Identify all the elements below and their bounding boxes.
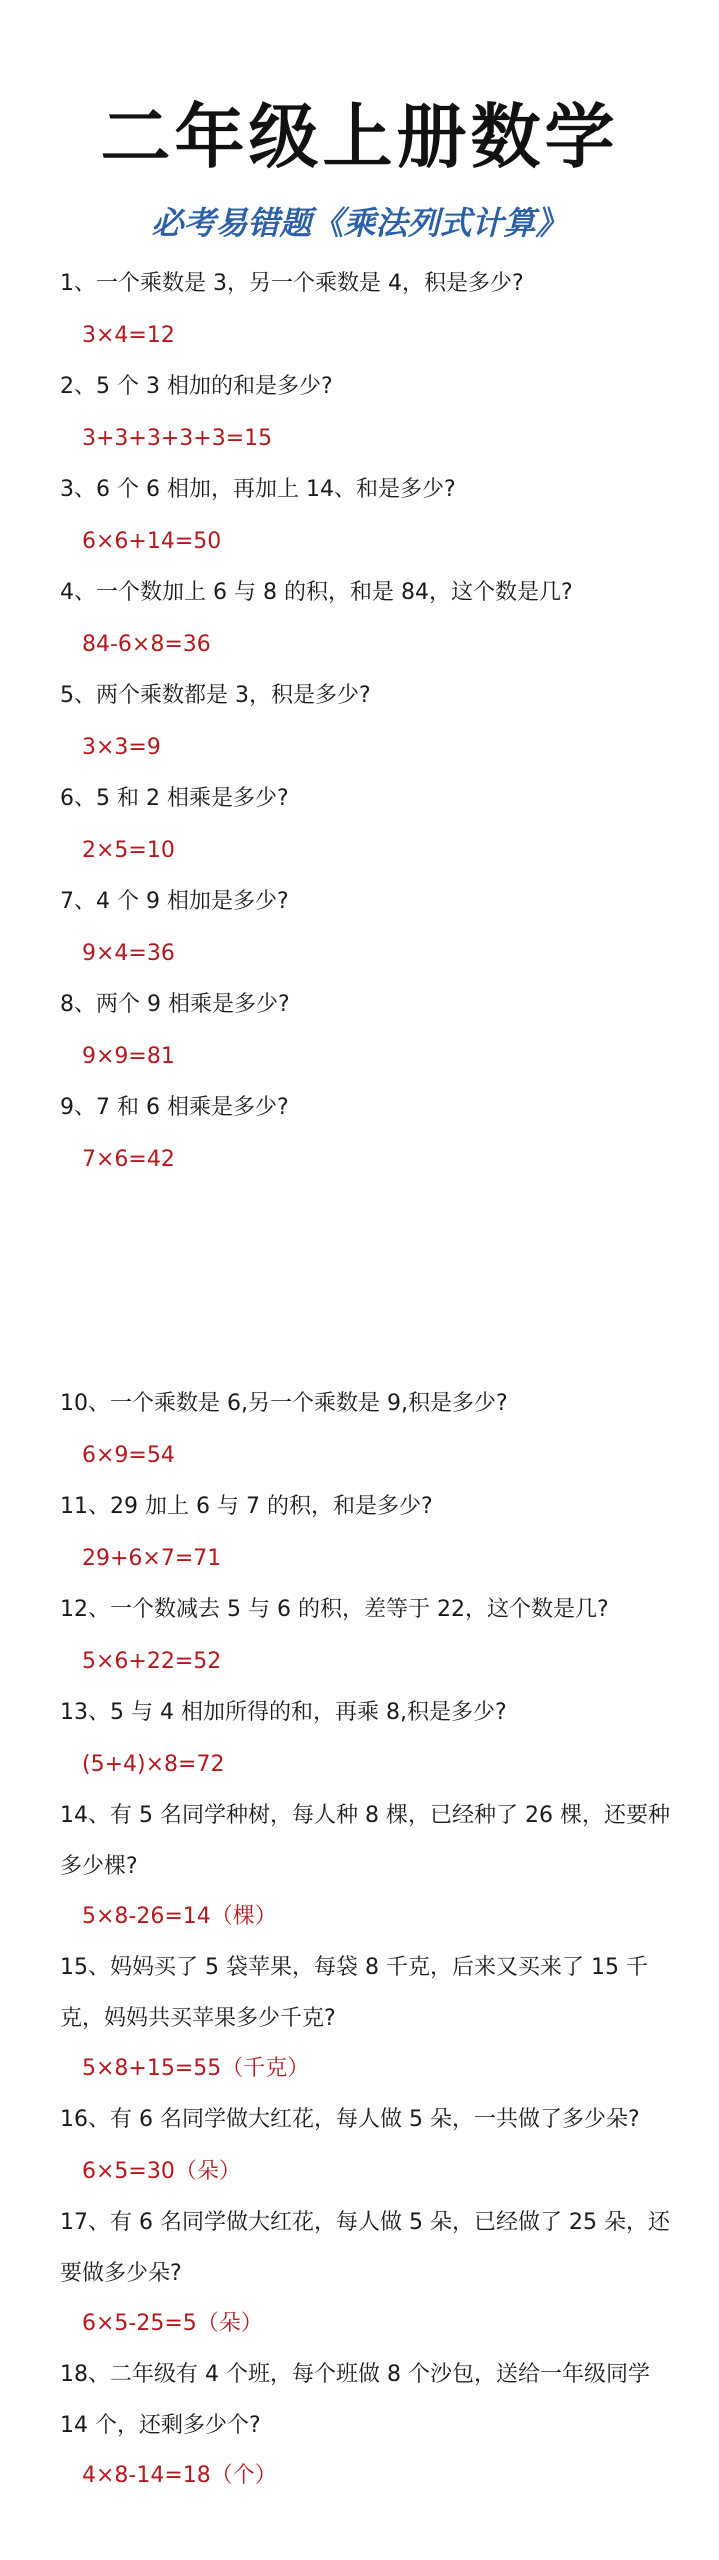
answer-6: 2×5=10	[82, 838, 175, 863]
question-1: 1、一个乘数是 3，另一个乘数是 4，积是多少?	[60, 271, 524, 296]
answer-4: 84-6×8=36	[82, 632, 211, 657]
answer-14: 5×8-26=14（棵）	[82, 1904, 277, 1929]
answer-10: 6×9=54	[82, 1443, 175, 1468]
question-17: 17、有 6 名同学做大红花，每人做 5 朵，已经做了 25 朵，还要做多少朵?	[60, 2210, 670, 2286]
question-12: 12、一个数减去 5 与 6 的积，差等于 22，这个数是几?	[60, 1597, 609, 1622]
question-3: 3、6 个 6 相加，再加上 14、和是多少?	[60, 477, 456, 502]
answer-2: 3+3+3+3+3=15	[82, 426, 273, 451]
question-15: 15、妈妈买了 5 袋苹果，每袋 8 千克，后来又买来了 15 千克，妈妈共买苹果多少千克?	[60, 1955, 648, 2031]
question-16: 16、有 6 名同学做大红花，每人做 5 朵，一共做了多少朵?	[60, 2107, 640, 2132]
question-8: 8、两个 9 相乘是多少?	[60, 992, 290, 1017]
question-2: 2、5 个 3 相加的和是多少?	[60, 374, 333, 399]
question-4: 4、一个数加上 6 与 8 的积，和是 84，这个数是几?	[60, 580, 573, 605]
question-13: 13、5 与 4 相加所得的和，再乘 8,积是多少?	[60, 1700, 507, 1725]
answer-8: 9×9=81	[82, 1044, 175, 1069]
question-11: 11、29 加上 6 与 7 的积，和是多少?	[60, 1494, 433, 1519]
answer-11: 29+6×7=71	[82, 1546, 222, 1571]
answer-18: 4×8-14=18（个）	[82, 2463, 277, 2488]
question-10: 10、一个乘数是 6,另一个乘数是 9,积是多少?	[60, 1391, 508, 1416]
answer-13: (5+4)×8=72	[82, 1752, 225, 1777]
answer-16: 6×5=30（朵）	[82, 2159, 241, 2184]
answer-3: 6×6+14=50	[82, 529, 222, 554]
question-7: 7、4 个 9 相加是多少?	[60, 889, 289, 914]
page-subtitle: 必考易错题《乘法列式计算》	[151, 204, 568, 242]
question-14: 14、有 5 名同学种树，每人种 8 棵，已经种了 26 棵，还要种多少棵?	[60, 1803, 670, 1879]
question-6: 6、5 和 2 相乘是多少?	[60, 786, 289, 811]
question-5: 5、两个乘数都是 3，积是多少?	[60, 683, 371, 708]
answer-5: 3×3=9	[82, 735, 161, 760]
answer-1: 3×4=12	[82, 323, 175, 348]
question-18: 18、二年级有 4 个班，每个班做 8 个沙包，送给一年级同学 14 个，还剩多少个?	[60, 2362, 650, 2438]
answer-15: 5×8+15=55（千克）	[82, 2056, 310, 2081]
page-title: 二年级上册数学	[100, 96, 619, 178]
answer-7: 9×4=36	[82, 941, 175, 966]
question-9: 9、7 和 6 相乘是多少?	[60, 1095, 289, 1120]
answer-9: 7×6=42	[82, 1147, 175, 1172]
answer-17: 6×5-25=5（朵）	[82, 2311, 263, 2336]
answer-12: 5×6+22=52	[82, 1649, 222, 1674]
